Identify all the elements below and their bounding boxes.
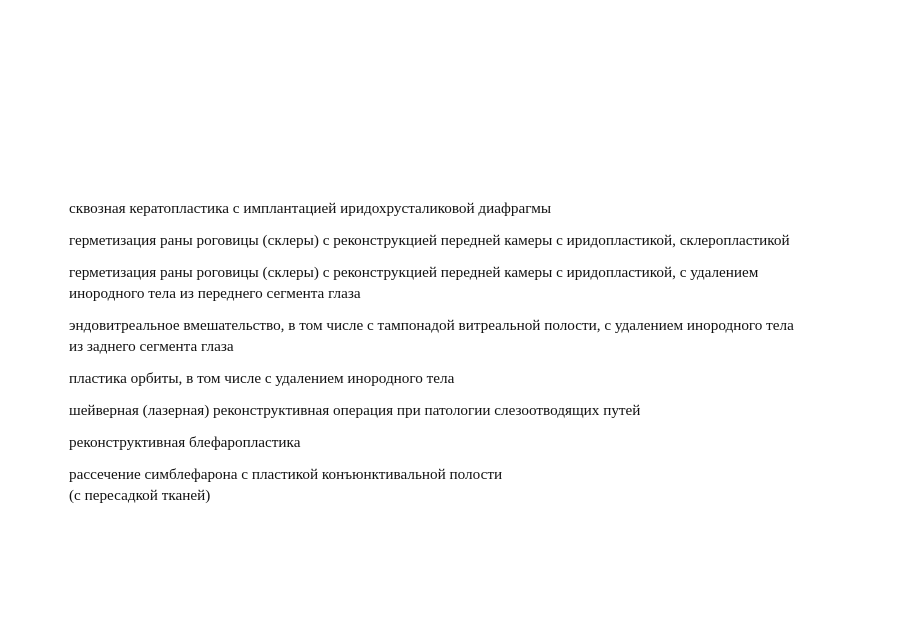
procedure-text-line: реконструктивная блефаропластика — [69, 434, 301, 451]
procedure-item — [69, 262, 869, 304]
procedure-text-line: пластика орбиты, в том числе с удалением инородного тела — [69, 370, 455, 387]
procedure-text-line: из заднего сегмента глаза — [69, 338, 234, 355]
procedure-text-line: сквозная кератопластика с имплантацией иридохрусталиковой диафрагмы — [69, 200, 552, 217]
procedure-text-line: эндовитреальное вмешательство, в том числе с тампонадой витреальной полости, с удалением инородного тела — [69, 317, 794, 334]
procedure-text-line: (с пересадкой тканей) — [69, 487, 211, 504]
procedure-text-line: шейверная (лазерная) реконструктивная операция при патологии слезоотводящих путей — [69, 402, 641, 419]
procedure-item — [69, 368, 869, 389]
procedure-text-line: рассечение симблефарона с пластикой конъюнктивальной полости — [69, 466, 503, 483]
procedure-text-line: герметизация раны роговицы (склеры) с реконструкцией передней камеры с иридопластикой, склеропластикой — [69, 232, 790, 249]
procedure-item — [69, 198, 869, 219]
procedure-list — [69, 198, 869, 517]
procedure-item — [69, 400, 869, 421]
procedure-item — [69, 464, 869, 506]
procedure-text-line: инородного тела из переднего сегмента глаза — [69, 285, 361, 302]
procedure-item — [69, 432, 869, 453]
procedure-item — [69, 230, 869, 251]
procedure-text-line: герметизация раны роговицы (склеры) с реконструкцией передней камеры с иридопластикой, с удалением — [69, 264, 759, 281]
procedure-item — [69, 315, 869, 357]
